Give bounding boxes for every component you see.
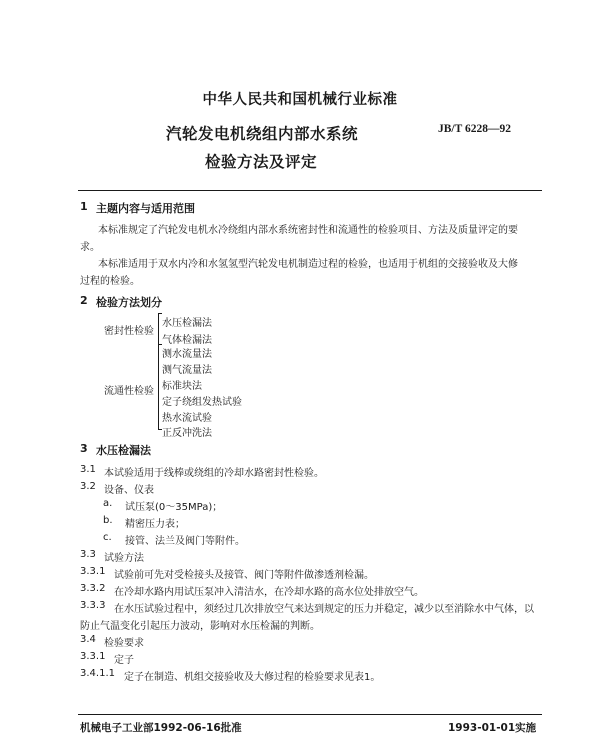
clause-3-3-text: 试验方法 [104, 553, 144, 564]
document-title-line2: 检验方法及评定 [205, 153, 318, 171]
clause-3-3-3-line1: 在水压试验过程中，须经过几次排放空气来达到规定的压力并稳定，减少以至消除水中气体，以 [114, 604, 534, 615]
equipment-item-marker: b. [103, 515, 113, 526]
clause-3-4-1-1-number: 3.4.1.1 [80, 668, 115, 679]
clause-3-4-1-number: 3.3.1 [80, 651, 106, 662]
clause-3-2-number: 3.2 [80, 481, 96, 492]
section3-title: 水压检漏法 [96, 444, 151, 457]
clause-3-4-number: 3.4 [80, 634, 96, 645]
standard-number: JB/T 6228—92 [438, 123, 511, 135]
flow-method-item: 测气流量法 [162, 365, 212, 376]
section1-para1-line1: 本标准规定了汽轮发电机水冷绕组内部水系统密封性和流通性的检验项目、方法及质量评定的要 [98, 225, 518, 236]
section1-para2-line2: 过程的检验。 [80, 276, 140, 287]
clause-3-3-2-number: 3.3.2 [80, 583, 106, 594]
section1-para2-line1: 本标准适用于双水内冷和水氢氢型汽轮发电机制造过程的检验，也适用于机组的交接验收及大修 [98, 259, 518, 270]
clause-3-4-1-1-text: 定子在制造、机组交接验收及大修过程的检验要求见表1。 [124, 672, 381, 683]
approval-info: 机械电子工业部1992-06-16批准 [80, 722, 242, 734]
flow-method-item: 定子绕组发热试验 [162, 397, 242, 408]
flow-method-item: 热水流试验 [162, 413, 212, 424]
seal-test-label: 密封性检验 [104, 326, 154, 337]
clause-3-2-text: 设备、仪表 [104, 485, 154, 496]
clause-3-3-1-number: 3.3.1 [80, 566, 106, 577]
clause-3-3-1-text: 试验前可先对受检接头及接管、阀门等附件做渗透剂检漏。 [114, 570, 374, 581]
equipment-item-marker: c. [103, 532, 112, 543]
section3-number: 3 [80, 442, 88, 455]
section1-number: 1 [80, 200, 88, 213]
equipment-item-text: 接管、法兰及阀门等附件。 [125, 536, 245, 547]
seal-method-item: 气体检漏法 [162, 335, 212, 346]
equipment-item-marker: a. [103, 498, 113, 509]
section1-para1-line2: 求。 [80, 242, 100, 253]
clause-3-3-3-number: 3.3.3 [80, 600, 106, 611]
clause-3-4-text: 检验要求 [104, 638, 144, 649]
clause-3-4-1-text: 定子 [114, 655, 134, 666]
clause-3-3-3-line2: 防止气温变化引起压力波动，影响对水压检漏的判断。 [80, 621, 320, 632]
standard-category-header: 中华人民共和国机械行业标准 [202, 92, 398, 108]
flow-method-item: 测水流量法 [162, 349, 212, 360]
flow-method-item: 正反冲洗法 [162, 428, 212, 439]
clause-3-1-number: 3.1 [80, 464, 96, 475]
clause-3-1-text: 本试验适用于线棒或绕组的冷却水路密封性检验。 [104, 468, 324, 479]
equipment-item-text: 试压泵(0～35MPa)； [125, 502, 223, 513]
clause-3-3-2-text: 在冷却水路内用试压泵冲入清洁水，在冷却水路的高水位处排放空气。 [114, 587, 424, 598]
clause-3-3-number: 3.3 [80, 549, 96, 560]
seal-method-item: 水压检漏法 [162, 318, 212, 329]
equipment-item-text: 精密压力表； [125, 519, 185, 530]
section2-title: 检验方法划分 [96, 296, 162, 309]
section2-number: 2 [80, 294, 88, 307]
flow-method-item: 标准块法 [162, 381, 202, 392]
implementation-date: 1993-01-01实施 [448, 722, 537, 734]
document-title-line1: 汽轮发电机绕组内部水系统 [166, 125, 359, 143]
section1-title: 主题内容与适用范围 [96, 202, 195, 215]
header-divider [78, 190, 542, 191]
footer-divider [78, 714, 542, 715]
flow-test-label: 流通性检验 [104, 386, 154, 397]
